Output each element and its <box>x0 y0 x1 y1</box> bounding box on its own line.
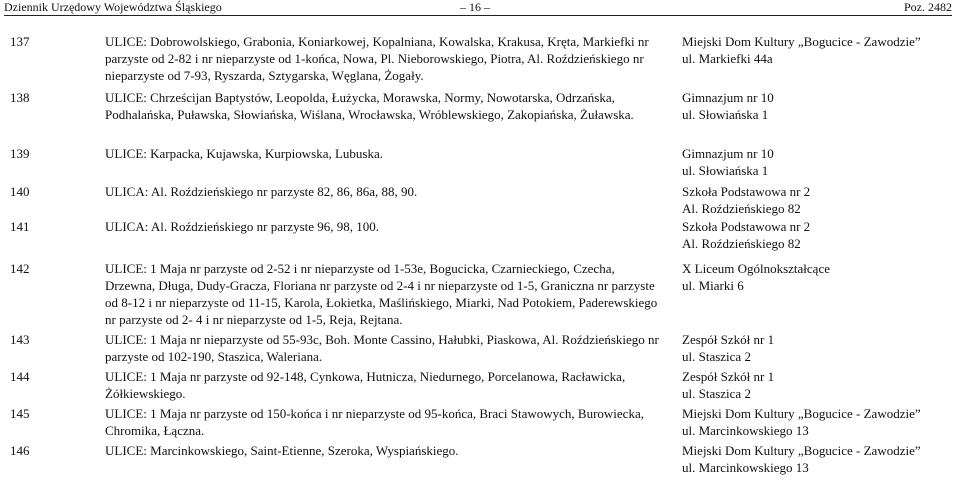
station-name: Szkoła Podstawowa nr 2 <box>682 219 811 234</box>
district-row <box>0 331 960 368</box>
station-address: Al. Roździeńskiego 82 <box>682 236 801 251</box>
station-name: X Liceum Ogólnokształcące <box>682 261 830 276</box>
district-row <box>0 183 960 218</box>
district-number: 141 <box>10 219 30 234</box>
district-row <box>0 145 960 183</box>
station-name: Gimnazjum nr 10 <box>682 146 774 161</box>
district-streets: ULICA: Al. Roździeńskiego nr parzyste 82, 86, 86a, 88, 90. <box>105 184 418 199</box>
district-streets: ULICE: 1 Maja nr nieparzyste od 55-93c, Boh. Monte Cassino, Hałubki, Piaskowa, Al. Roździeńskiego nr parzyste od 102-190, Staszica, Waleriana. <box>105 332 659 364</box>
district-streets: ULICE: Marcinkowskiego, Saint-Etienne, Szeroka, Wyspiańskiego. <box>105 443 459 458</box>
district-row <box>0 218 960 260</box>
district-streets: ULICE: 1 Maja nr parzyste od 150-końca i nr nieparzyste od 95-końca, Braci Stawowych, Burowiecka, Chromika, Łączna. <box>105 406 644 438</box>
district-number: 139 <box>10 146 30 161</box>
district-row <box>0 89 960 145</box>
station-address: ul. Staszica 2 <box>682 349 751 364</box>
district-row <box>0 442 960 478</box>
district-number: 146 <box>10 443 30 458</box>
station-address: ul. Marcinkowskiego 13 <box>682 460 809 475</box>
station-address: ul. Marcinkowskiego 13 <box>682 423 809 438</box>
district-streets: ULICE: Chrześcijan Baptystów, Leopolda, Łużycka, Morawska, Normy, Nowotarska, Odrzańska, Podhalańska, Puławska, Słowiańska, Wiślana, Wrocławska, Wróblewskiego, Zakopiańska, Żuławska. <box>105 90 634 122</box>
station-address: ul. Markiefki 44a <box>682 51 773 66</box>
district-row <box>0 260 960 331</box>
polling-station <box>682 183 952 217</box>
district-streets: ULICE: 1 Maja nr parzyste od 92-148, Cynkowa, Hutnicza, Niedurnego, Porcelanowa, Racławicka, Żółkiewskiego. <box>105 369 626 401</box>
position-number: Poz. 2482 <box>904 0 952 14</box>
district-number: 144 <box>10 369 30 384</box>
district-streets: ULICA: Al. Roździeńskiego nr parzyste 96, 98, 100. <box>105 219 380 234</box>
page-number: – 16 – <box>460 0 490 14</box>
station-name: Gimnazjum nr 10 <box>682 90 774 105</box>
district-streets: ULICE: 1 Maja nr parzyste od 2-52 i nr nieparzyste od 1-53e, Bogucicka, Czarnieckiego, Czecha, Drzewna, Długa, Dudy-Gracza, Floriana nr parzyste od 2-4 i nr nieparzyste od 1-5, Graniczna nr parzyste od 8-12 i nr nieparzyste od 11-15, Karola, Łokietka, Maślińskiego, Miarki, Nad Potokiem, Paderewskiego nr parzyste od 2- 4 i nr nieparzyste od 1-5, Reja, Rejtana. <box>105 261 658 327</box>
station-name: Miejski Dom Kultury „Bogucice - Zawodzie” <box>682 34 921 49</box>
district-list <box>0 33 960 478</box>
station-address: ul. Staszica 2 <box>682 386 751 401</box>
journal-title: Dziennik Urzędowy Województwa Śląskiego <box>4 0 222 14</box>
district-number: 140 <box>10 184 30 199</box>
polling-station <box>682 218 952 252</box>
polling-station <box>682 33 952 67</box>
station-name: Miejski Dom Kultury „Bogucice - Zawodzie” <box>682 406 921 421</box>
district-number: 142 <box>10 261 30 276</box>
district-streets: ULICE: Dobrowolskiego, Grabonia, Koniarkowej, Kopalniana, Kowalska, Krakusa, Kręta, Markiefki nr parzyste od 2-82 i nr nieparzyste od 1-końca, Nowa, Pl. Nieborowskiego, Piotra, Al. Roździeńskiego nr nieparzyste od 7-93, Ryszarda, Sztygarska, Węglana, Żogały. <box>105 34 649 83</box>
polling-station <box>682 405 952 439</box>
polling-station <box>682 331 952 365</box>
station-name: Szkoła Podstawowa nr 2 <box>682 184 811 199</box>
station-name: Zespół Szkół nr 1 <box>682 369 775 384</box>
station-address: ul. Słowiańska 1 <box>682 107 769 122</box>
page-header <box>0 0 960 15</box>
station-name: Miejski Dom Kultury „Bogucice - Zawodzie” <box>682 443 921 458</box>
district-row <box>0 368 960 405</box>
polling-station <box>682 145 952 179</box>
polling-station <box>682 442 952 476</box>
station-name: Zespół Szkół nr 1 <box>682 332 775 347</box>
station-address: ul. Słowiańska 1 <box>682 163 769 178</box>
district-row <box>0 405 960 442</box>
station-address: ul. Miarki 6 <box>682 278 744 293</box>
header-rule <box>4 15 952 16</box>
district-number: 137 <box>10 34 30 49</box>
district-number: 143 <box>10 332 30 347</box>
district-streets: ULICE: Karpacka, Kujawska, Kurpiowska, Lubuska. <box>105 146 383 161</box>
polling-station <box>682 89 952 123</box>
station-address: Al. Roździeńskiego 82 <box>682 201 801 216</box>
district-row <box>0 33 960 89</box>
district-number: 145 <box>10 406 30 421</box>
polling-station <box>682 260 952 294</box>
polling-station <box>682 368 952 402</box>
district-number: 138 <box>10 90 30 105</box>
